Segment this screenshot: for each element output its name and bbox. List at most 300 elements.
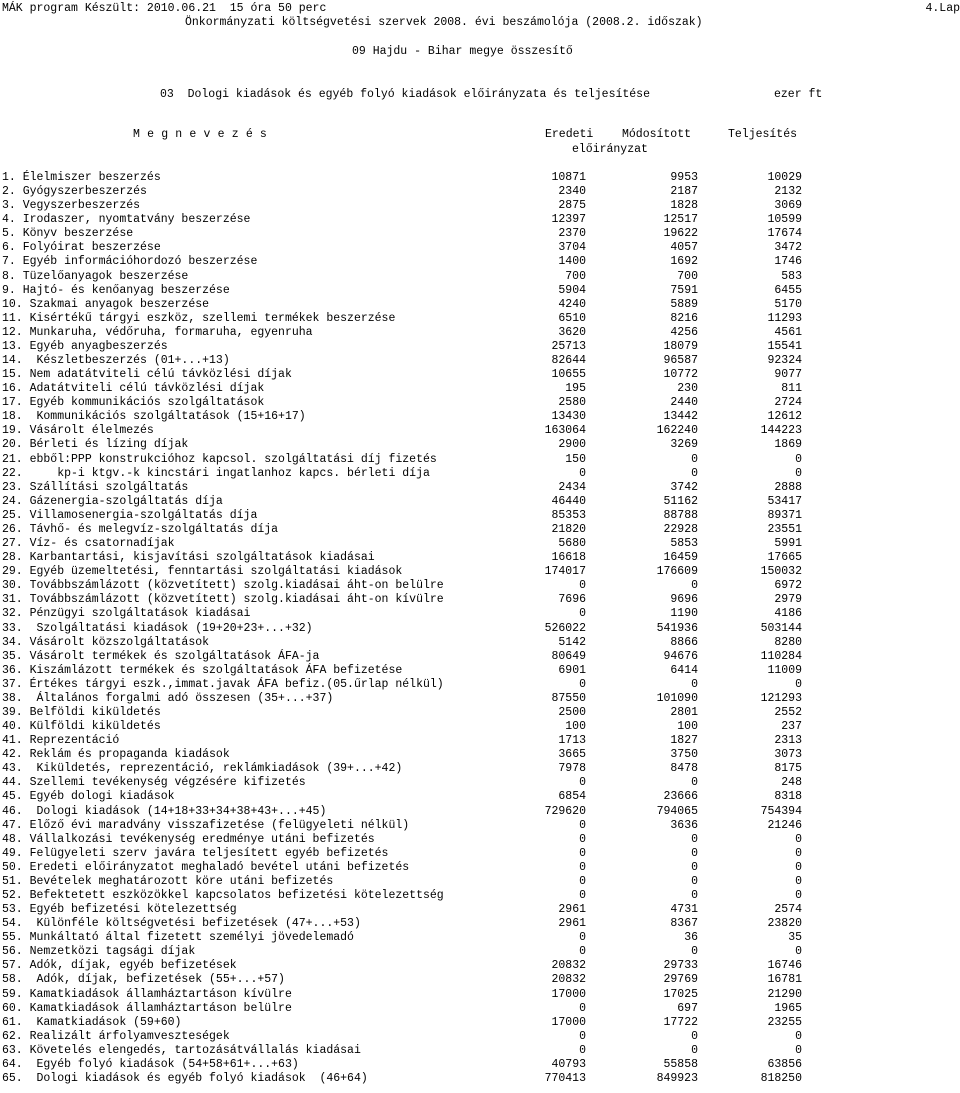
original-value: 729620: [544, 804, 586, 818]
table-row: [0, 509, 960, 523]
actual-value: 5991: [774, 537, 802, 551]
actual-value: 8280: [774, 635, 802, 649]
row-label: 49. Felügyeleti szerv javára teljesített egyéb befizetés: [2, 846, 389, 860]
original-value: 0: [579, 1029, 586, 1043]
actual-value: 5170: [774, 297, 802, 311]
table-row: [0, 354, 960, 368]
row-label: 24. Gázenergia-szolgáltatás díja: [2, 494, 223, 508]
table-row: [0, 523, 960, 537]
actual-value: 16781: [767, 973, 802, 987]
modified-value: 0: [691, 466, 698, 480]
original-value: 2434: [558, 480, 586, 494]
actual-value: 144223: [760, 424, 802, 438]
table-row: [0, 1016, 960, 1030]
table-row: [0, 945, 960, 959]
row-label: 60. Kamatkiadások államháztartáson belülre: [2, 1001, 292, 1015]
original-value: 2900: [558, 438, 586, 452]
original-value: 5142: [558, 635, 586, 649]
modified-value: 8478: [670, 762, 698, 776]
table-row: [0, 199, 960, 213]
original-value: 1400: [558, 255, 586, 269]
original-value: 10655: [551, 368, 586, 382]
table-row: [0, 988, 960, 1002]
row-label: 21. ebből:PPP konstrukcióhoz kapcsol. szolgáltatási díj fizetés: [2, 452, 437, 466]
actual-value: 6972: [774, 579, 802, 593]
column-header-name: M e g n e v e z é s: [133, 128, 267, 141]
row-label: 12. Munkaruha, védőruha, formaruha, egyenruha: [2, 325, 313, 339]
table-row: [0, 495, 960, 509]
table-row: [0, 959, 960, 973]
table-row: [0, 847, 960, 861]
modified-value: 0: [691, 1029, 698, 1043]
original-value: 82644: [551, 354, 586, 368]
modified-value: 88788: [663, 508, 698, 522]
table-row: [0, 748, 960, 762]
table-row: [0, 931, 960, 945]
actual-value: 11009: [767, 663, 802, 677]
original-value: 174017: [544, 565, 586, 579]
row-label: 4. Irodaszer, nyomtatvány beszerzése: [2, 213, 251, 227]
modified-value: 5889: [670, 297, 698, 311]
original-value: 0: [579, 607, 586, 621]
table-row: [0, 298, 960, 312]
row-label: 8. Tüzelőanyagok beszerzése: [2, 269, 189, 283]
modified-value: 23666: [663, 790, 698, 804]
modified-value: 7591: [670, 283, 698, 297]
column-header-original-line2: előirányzat: [572, 143, 648, 156]
row-label: 25. Villamosenergia-szolgáltatás díja: [2, 508, 258, 522]
table-row: [0, 917, 960, 931]
row-label: 64. Egyéb folyó kiadások (54+58+61+...+63): [2, 1057, 299, 1071]
original-value: 25713: [551, 339, 586, 353]
page-label: 4.Lap: [925, 2, 960, 15]
original-value: 20832: [551, 973, 586, 987]
original-value: 6901: [558, 663, 586, 677]
original-value: 80649: [551, 649, 586, 663]
table-row: [0, 171, 960, 185]
actual-value: 92324: [767, 354, 802, 368]
modified-value: 0: [691, 945, 698, 959]
original-value: 526022: [544, 621, 586, 635]
row-label: 63. Követelés elengedés, tartozásátvállalás kiadásai: [2, 1043, 361, 1057]
actual-value: 2724: [774, 396, 802, 410]
row-label: 15. Nem adatátviteli célú távközlési díjak: [2, 368, 292, 382]
row-label: 32. Pénzügyi szolgáltatások kiadásai: [2, 607, 251, 621]
actual-value: 1869: [774, 438, 802, 452]
modified-value: 5853: [670, 537, 698, 551]
table-row: [0, 664, 960, 678]
actual-value: 63856: [767, 1057, 802, 1071]
actual-value: 17665: [767, 551, 802, 565]
actual-value: 0: [795, 888, 802, 902]
table-row: [0, 396, 960, 410]
modified-value: 9696: [670, 593, 698, 607]
row-label: 51. Bevételek meghatározott köre utáni befizetés: [2, 874, 334, 888]
modified-value: 8866: [670, 635, 698, 649]
actual-value: 21246: [767, 818, 802, 832]
actual-value: 4561: [774, 325, 802, 339]
original-value: 770413: [544, 1072, 586, 1085]
original-value: 3704: [558, 241, 586, 255]
table-row: [0, 706, 960, 720]
actual-value: 121293: [760, 691, 802, 705]
row-label: 37. Értékes tárgyi eszk.,immat.javak ÁFA befiz.(05.űrlap nélkül): [2, 677, 444, 691]
modified-value: 51162: [663, 494, 698, 508]
row-label: 57. Adók, díjak, egyéb befizetések: [2, 959, 237, 973]
modified-value: 0: [691, 860, 698, 874]
original-value: 163064: [544, 424, 586, 438]
modified-value: 22928: [663, 522, 698, 536]
table-row: [0, 270, 960, 284]
actual-value: 9077: [774, 368, 802, 382]
table-row: [0, 326, 960, 340]
table-row: [0, 424, 960, 438]
actual-value: 0: [795, 860, 802, 874]
table-row: [0, 284, 960, 298]
modified-value: 100: [677, 720, 698, 734]
row-label: 19. Vásárolt élelmezés: [2, 424, 154, 438]
table-row: [0, 255, 960, 269]
table-row: [0, 241, 960, 255]
row-label: 53. Egyéb befizetési kötelezettség: [2, 903, 237, 917]
table-title: 03 Dologi kiadások és egyéb folyó kiadások előirányzata és teljesítése: [160, 88, 650, 101]
actual-value: 16746: [767, 959, 802, 973]
actual-value: 23255: [767, 1015, 802, 1029]
actual-value: 3472: [774, 241, 802, 255]
table-row: [0, 410, 960, 424]
actual-value: 2979: [774, 593, 802, 607]
modified-value: 794065: [656, 804, 698, 818]
row-label: 11. Kisértékű tárgyi eszköz, szellemi termékek beszerzése: [2, 311, 396, 325]
actual-value: 0: [795, 466, 802, 480]
modified-value: 101090: [656, 691, 698, 705]
original-value: 12397: [551, 213, 586, 227]
row-label: 6. Folyóirat beszerzése: [2, 241, 161, 255]
table-row: [0, 185, 960, 199]
column-header-original: Eredeti: [545, 128, 594, 141]
modified-value: 2187: [670, 185, 698, 199]
table-row: [0, 438, 960, 452]
original-value: 2580: [558, 396, 586, 410]
modified-value: 0: [691, 579, 698, 593]
original-value: 2370: [558, 227, 586, 241]
original-value: 46440: [551, 494, 586, 508]
original-value: 0: [579, 776, 586, 790]
original-value: 4240: [558, 297, 586, 311]
actual-value: 3073: [774, 748, 802, 762]
report-title: Önkormányzati költségvetési szervek 2008. évi beszámolója (2008.2. időszak): [185, 16, 703, 29]
actual-value: 3069: [774, 199, 802, 213]
modified-value: 176609: [656, 565, 698, 579]
table-row: [0, 790, 960, 804]
modified-value: 0: [691, 452, 698, 466]
original-value: 13430: [551, 410, 586, 424]
actual-value: 8175: [774, 762, 802, 776]
modified-value: 8367: [670, 917, 698, 931]
actual-value: 89371: [767, 508, 802, 522]
modified-value: 55858: [663, 1057, 698, 1071]
table-row: [0, 889, 960, 903]
actual-value: 503144: [760, 621, 802, 635]
modified-value: 17722: [663, 1015, 698, 1029]
table-row: [0, 903, 960, 917]
table-row: [0, 312, 960, 326]
row-label: 62. Realizált árfolyamveszteségek: [2, 1029, 230, 1043]
modified-value: 10772: [663, 368, 698, 382]
table-row: [0, 720, 960, 734]
actual-value: 23551: [767, 522, 802, 536]
table-row: [0, 1044, 960, 1058]
actual-value: 818250: [760, 1072, 802, 1085]
table-row: [0, 833, 960, 847]
actual-value: 0: [795, 1043, 802, 1057]
original-value: 150: [565, 452, 586, 466]
row-label: 16. Adatátviteli célú távközlési díjak: [2, 382, 265, 396]
original-value: 0: [579, 860, 586, 874]
table-row: [0, 805, 960, 819]
modified-value: 19622: [663, 227, 698, 241]
row-label: 13. Egyéb anyagbeszerzés: [2, 339, 168, 353]
table-row: [0, 622, 960, 636]
row-label: 44. Szellemi tevékenység végzésére kifizetés: [2, 776, 306, 790]
original-value: 0: [579, 888, 586, 902]
table-row: [0, 467, 960, 481]
original-value: 0: [579, 945, 586, 959]
original-value: 10871: [551, 171, 586, 184]
actual-value: 237: [781, 720, 802, 734]
actual-value: 811: [781, 382, 802, 396]
original-value: 0: [579, 874, 586, 888]
row-label: 33. Szolgáltatási kiadások (19+20+23+...+32): [2, 621, 313, 635]
original-value: 0: [579, 846, 586, 860]
table-row: [0, 607, 960, 621]
original-value: 0: [579, 677, 586, 691]
table-row: [0, 213, 960, 227]
modified-value: 8216: [670, 311, 698, 325]
modified-value: 4256: [670, 325, 698, 339]
row-label: 31. Továbbszámlázott (közvetített) szolg.kiadásai áht-on kívülre: [2, 593, 444, 607]
row-label: 3. Vegyszerbeszerzés: [2, 199, 141, 213]
table-row: [0, 593, 960, 607]
modified-value: 17025: [663, 987, 698, 1001]
actual-value: 23820: [767, 917, 802, 931]
original-value: 5904: [558, 283, 586, 297]
modified-value: 12517: [663, 213, 698, 227]
table-row: [0, 1030, 960, 1044]
actual-value: 2574: [774, 903, 802, 917]
actual-value: 2313: [774, 734, 802, 748]
row-label: 42. Reklám és propaganda kiadások: [2, 748, 230, 762]
actual-value: 0: [795, 832, 802, 846]
row-label: 7. Egyéb információhordozó beszerzése: [2, 255, 258, 269]
actual-value: 0: [795, 945, 802, 959]
modified-value: 0: [691, 832, 698, 846]
actual-value: 583: [781, 269, 802, 283]
row-label: 22. kp-i ktgv.-k kincstári ingatlanhoz kapcs. bérleti díja: [2, 466, 430, 480]
original-value: 2961: [558, 917, 586, 931]
table-row: [0, 579, 960, 593]
modified-value: 29769: [663, 973, 698, 987]
actual-value: 110284: [760, 649, 802, 663]
modified-value: 0: [691, 846, 698, 860]
row-label: 30. Továbbszámlázott (közvetített) szolg.kiadásai áht-on belülre: [2, 579, 444, 593]
table-row: [0, 551, 960, 565]
actual-value: 21290: [767, 987, 802, 1001]
original-value: 17000: [551, 1015, 586, 1029]
table-row: [0, 368, 960, 382]
original-value: 0: [579, 832, 586, 846]
table-row: [0, 382, 960, 396]
row-label: 61. Kamatkiadások (59+60): [2, 1015, 182, 1029]
modified-value: 16459: [663, 551, 698, 565]
table-row: [0, 678, 960, 692]
original-value: 2961: [558, 903, 586, 917]
original-value: 40793: [551, 1057, 586, 1071]
original-value: 100: [565, 720, 586, 734]
table-row: [0, 537, 960, 551]
modified-value: 697: [677, 1001, 698, 1015]
row-label: 5. Könyv beszerzése: [2, 227, 134, 241]
original-value: 7696: [558, 593, 586, 607]
row-label: 1. Élelmiszer beszerzés: [2, 171, 161, 184]
table-row: [0, 875, 960, 889]
actual-value: 35: [788, 931, 802, 945]
modified-value: 3269: [670, 438, 698, 452]
actual-value: 754394: [760, 804, 802, 818]
row-label: 59. Kamatkiadások államháztartáson kívülre: [2, 987, 292, 1001]
table-row: [0, 1072, 960, 1086]
original-value: 2875: [558, 199, 586, 213]
original-value: 2340: [558, 185, 586, 199]
modified-value: 36: [684, 931, 698, 945]
table-row: [0, 692, 960, 706]
modified-value: 0: [691, 776, 698, 790]
row-label: 38. Általános forgalmi adó összesen (35+...+37): [2, 691, 334, 705]
row-label: 35. Vásárolt termékek és szolgáltatások ÁFA-ja: [2, 649, 320, 663]
modified-value: 0: [691, 1043, 698, 1057]
county-title: 09 Hajdu - Bihar megye összesítő: [352, 45, 573, 58]
row-label: 54. Különféle költségvetési befizetések (47+...+53): [2, 917, 361, 931]
actual-value: 0: [795, 677, 802, 691]
row-label: 9. Hajtó- és kenőanyag beszerzése: [2, 283, 230, 297]
table-row: [0, 762, 960, 776]
original-value: 87550: [551, 691, 586, 705]
original-value: 6510: [558, 311, 586, 325]
original-value: 0: [579, 1001, 586, 1015]
table-row: [0, 340, 960, 354]
original-value: 16618: [551, 551, 586, 565]
row-label: 17. Egyéb kommunikációs szolgáltatások: [2, 396, 265, 410]
row-label: 26. Távhő- és melegvíz-szolgáltatás díja: [2, 522, 279, 536]
table-row: [0, 1002, 960, 1016]
actual-value: 1746: [774, 255, 802, 269]
row-label: 2. Gyógyszerbeszerzés: [2, 185, 147, 199]
modified-value: 3742: [670, 480, 698, 494]
row-label: 20. Bérleti és lízing díjak: [2, 438, 189, 452]
row-label: 40. Külföldi kiküldetés: [2, 720, 161, 734]
table-row: [0, 1058, 960, 1072]
original-value: 3620: [558, 325, 586, 339]
row-label: 50. Eredeti előirányzatot meghaladó bevétel utáni befizetés: [2, 860, 410, 874]
table-row: [0, 819, 960, 833]
actual-value: 150032: [760, 565, 802, 579]
modified-value: 96587: [663, 354, 698, 368]
table-row: [0, 734, 960, 748]
modified-value: 0: [691, 888, 698, 902]
original-value: 85353: [551, 508, 586, 522]
original-value: 5680: [558, 537, 586, 551]
modified-value: 1827: [670, 734, 698, 748]
row-label: 43. Kiküldetés, reprezentáció, reklámkiadások (39+...+42): [2, 762, 403, 776]
modified-value: 0: [691, 874, 698, 888]
original-value: 3665: [558, 748, 586, 762]
modified-value: 162240: [656, 424, 698, 438]
table-row: [0, 481, 960, 495]
row-label: 65. Dologi kiadások és egyéb folyó kiadások (46+64): [2, 1072, 368, 1085]
original-value: 0: [579, 931, 586, 945]
original-value: 0: [579, 1043, 586, 1057]
original-value: 7978: [558, 762, 586, 776]
actual-value: 2132: [774, 185, 802, 199]
table-row: [0, 861, 960, 875]
row-label: 14. Készletbeszerzés (01+...+13): [2, 354, 230, 368]
row-label: 56. Nemzetközi tagsági díjak: [2, 945, 196, 959]
actual-value: 248: [781, 776, 802, 790]
table-row: [0, 453, 960, 467]
actual-value: 0: [795, 452, 802, 466]
modified-value: 0: [691, 677, 698, 691]
modified-value: 2440: [670, 396, 698, 410]
original-value: 0: [579, 818, 586, 832]
actual-value: 4186: [774, 607, 802, 621]
actual-value: 10029: [767, 171, 802, 184]
modified-value: 13442: [663, 410, 698, 424]
row-label: 45. Egyéb dologi kiadások: [2, 790, 175, 804]
actual-value: 17674: [767, 227, 802, 241]
actual-value: 6455: [774, 283, 802, 297]
row-label: 55. Munkáltató által fizetett személyi jövedelemadó: [2, 931, 354, 945]
actual-value: 11293: [767, 311, 802, 325]
modified-value: 29733: [663, 959, 698, 973]
actual-value: 12612: [767, 410, 802, 424]
row-label: 23. Szállítási szolgáltatás: [2, 480, 189, 494]
original-value: 17000: [551, 987, 586, 1001]
modified-value: 6414: [670, 663, 698, 677]
original-value: 6854: [558, 790, 586, 804]
unit-label: ezer ft: [774, 88, 823, 101]
budget-table: [0, 171, 960, 1086]
row-label: 48. Vállalkozási tevékenység eredménye utáni befizetés: [2, 832, 375, 846]
row-label: 18. Kommunikációs szolgáltatások (15+16+17): [2, 410, 306, 424]
modified-value: 94676: [663, 649, 698, 663]
modified-value: 230: [677, 382, 698, 396]
modified-value: 700: [677, 269, 698, 283]
modified-value: 18079: [663, 339, 698, 353]
row-label: 29. Egyéb üzemeltetési, fenntartási szolgáltatási kiadások: [2, 565, 403, 579]
table-row: [0, 565, 960, 579]
actual-value: 8318: [774, 790, 802, 804]
row-label: 28. Karbantartási, kisjavítási szolgáltatások kiadásai: [2, 551, 375, 565]
modified-value: 9953: [670, 171, 698, 184]
original-value: 2500: [558, 705, 586, 719]
row-label: 46. Dologi kiadások (14+18+33+34+38+43+...+45): [2, 804, 327, 818]
row-label: 36. Kiszámlázott termékek és szolgáltatások ÁFA befizetése: [2, 663, 403, 677]
row-label: 39. Belföldi kiküldetés: [2, 705, 161, 719]
original-value: 0: [579, 466, 586, 480]
actual-value: 0: [795, 1029, 802, 1043]
actual-value: 53417: [767, 494, 802, 508]
original-value: 195: [565, 382, 586, 396]
